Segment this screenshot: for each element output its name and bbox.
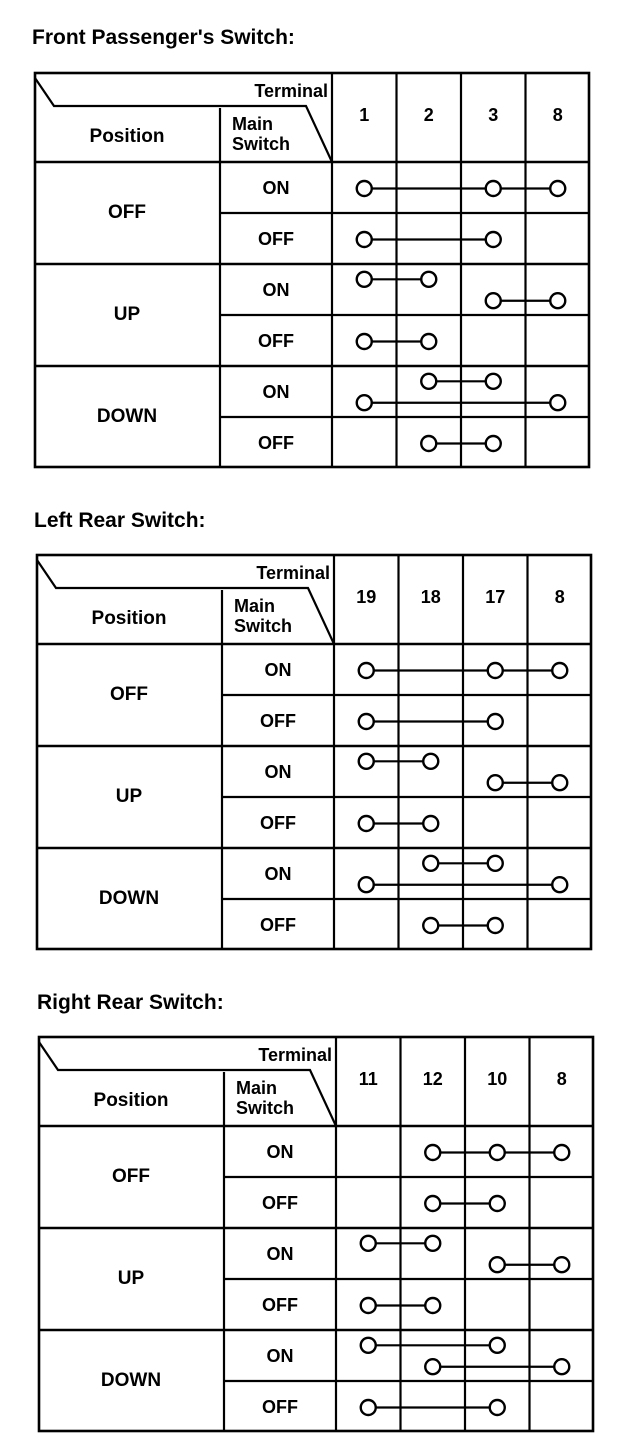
terminal-node	[486, 374, 501, 389]
terminal-header: Terminal	[256, 563, 330, 583]
connection	[361, 1400, 505, 1415]
switch-table	[38, 1036, 594, 1432]
terminal-node	[488, 918, 503, 933]
main-switch-state: OFF	[258, 228, 294, 249]
terminal-node	[421, 374, 436, 389]
terminal-node	[357, 334, 372, 349]
terminal-node	[490, 1145, 505, 1160]
terminal-node	[359, 663, 374, 678]
terminal-number: 2	[423, 105, 434, 125]
terminal-node	[421, 272, 436, 287]
connection	[357, 232, 501, 247]
switch-table	[34, 72, 590, 468]
table-title: Right Rear Switch:	[37, 991, 224, 1014]
position-label: OFF	[108, 202, 146, 223]
table-title: Front Passenger's Switch:	[32, 26, 295, 49]
terminal-number: 10	[487, 1069, 508, 1089]
main-switch-header: Main Switch	[232, 114, 291, 154]
table-title: Left Rear Switch:	[34, 509, 206, 532]
terminal-node	[359, 754, 374, 769]
terminal-node	[486, 181, 501, 196]
terminal-node	[550, 181, 565, 196]
terminal-node	[486, 232, 501, 247]
position-header: Position	[91, 608, 167, 629]
connection	[359, 714, 503, 729]
terminal-node	[423, 754, 438, 769]
terminal-node	[554, 1359, 569, 1374]
terminal-node	[490, 1196, 505, 1211]
terminal-number: 12	[422, 1069, 443, 1089]
terminal-node	[488, 775, 503, 790]
main-switch-state: ON	[262, 279, 290, 300]
terminal-number: 8	[554, 587, 565, 607]
terminal-node	[359, 714, 374, 729]
terminal-node	[554, 1145, 569, 1160]
main-switch-state: ON	[264, 659, 292, 680]
terminal-node	[423, 856, 438, 871]
terminal-node	[552, 877, 567, 892]
terminal-number: 1	[359, 105, 370, 125]
main-switch-state: OFF	[262, 1192, 298, 1213]
main-switch-state: ON	[266, 1345, 294, 1366]
terminal-node	[488, 856, 503, 871]
connection	[425, 1359, 569, 1374]
terminal-node	[550, 293, 565, 308]
main-switch-state: OFF	[262, 1396, 298, 1417]
terminal-node	[421, 334, 436, 349]
position-label: UP	[115, 786, 143, 807]
terminal-node	[550, 395, 565, 410]
terminal-node	[490, 1400, 505, 1415]
terminal-node	[486, 293, 501, 308]
terminal-number: 18	[420, 587, 441, 607]
terminal-node	[357, 272, 372, 287]
main-switch-state: ON	[264, 761, 292, 782]
terminal-number: 19	[356, 587, 377, 607]
position-label: DOWN	[98, 888, 160, 909]
position-label: UP	[113, 304, 141, 325]
switch-table	[36, 554, 592, 950]
terminal-node	[423, 918, 438, 933]
terminal-number: 8	[556, 1069, 567, 1089]
terminal-node	[361, 1298, 376, 1313]
main-switch-state: ON	[266, 1141, 294, 1162]
main-switch-state: OFF	[258, 432, 294, 453]
terminal-node	[490, 1257, 505, 1272]
main-switch-state: OFF	[260, 914, 296, 935]
terminal-number: 11	[358, 1069, 378, 1089]
main-switch-state: ON	[266, 1243, 294, 1264]
terminal-node	[425, 1145, 440, 1160]
terminal-node	[361, 1236, 376, 1251]
position-label: DOWN	[100, 1370, 162, 1391]
main-switch-state: OFF	[260, 812, 296, 833]
terminal-node	[359, 877, 374, 892]
main-switch-state: ON	[262, 177, 290, 198]
connection	[425, 1145, 569, 1160]
terminal-node	[425, 1298, 440, 1313]
terminal-node	[423, 816, 438, 831]
main-switch-state: ON	[262, 381, 290, 402]
terminal-node	[490, 1338, 505, 1353]
terminal-number: 17	[485, 587, 506, 607]
position-header: Position	[93, 1090, 169, 1111]
terminal-node	[425, 1236, 440, 1251]
terminal-node	[357, 232, 372, 247]
position-header: Position	[89, 126, 165, 147]
terminal-node	[361, 1338, 376, 1353]
terminal-node	[552, 663, 567, 678]
main-switch-state: OFF	[260, 710, 296, 731]
terminal-header: Terminal	[258, 1045, 332, 1065]
main-switch-state: ON	[264, 863, 292, 884]
main-switch-header: Main Switch	[236, 1078, 295, 1118]
terminal-node	[425, 1359, 440, 1374]
position-label: DOWN	[96, 406, 158, 427]
terminal-node	[488, 714, 503, 729]
terminal-node	[361, 1400, 376, 1415]
terminal-node	[357, 181, 372, 196]
terminal-node	[425, 1196, 440, 1211]
position-label: OFF	[112, 1166, 150, 1187]
terminal-node	[486, 436, 501, 451]
terminal-node	[421, 436, 436, 451]
terminal-header: Terminal	[254, 81, 328, 101]
connection	[361, 1338, 505, 1353]
terminal-number: 8	[552, 105, 563, 125]
terminal-node	[488, 663, 503, 678]
main-switch-state: OFF	[262, 1294, 298, 1315]
terminal-node	[359, 816, 374, 831]
main-switch-state: OFF	[258, 330, 294, 351]
terminal-number: 3	[488, 105, 499, 125]
terminal-node	[357, 395, 372, 410]
terminal-node	[554, 1257, 569, 1272]
terminal-node	[552, 775, 567, 790]
position-label: OFF	[110, 684, 148, 705]
main-switch-header: Main Switch	[234, 596, 293, 636]
position-label: UP	[117, 1268, 145, 1289]
